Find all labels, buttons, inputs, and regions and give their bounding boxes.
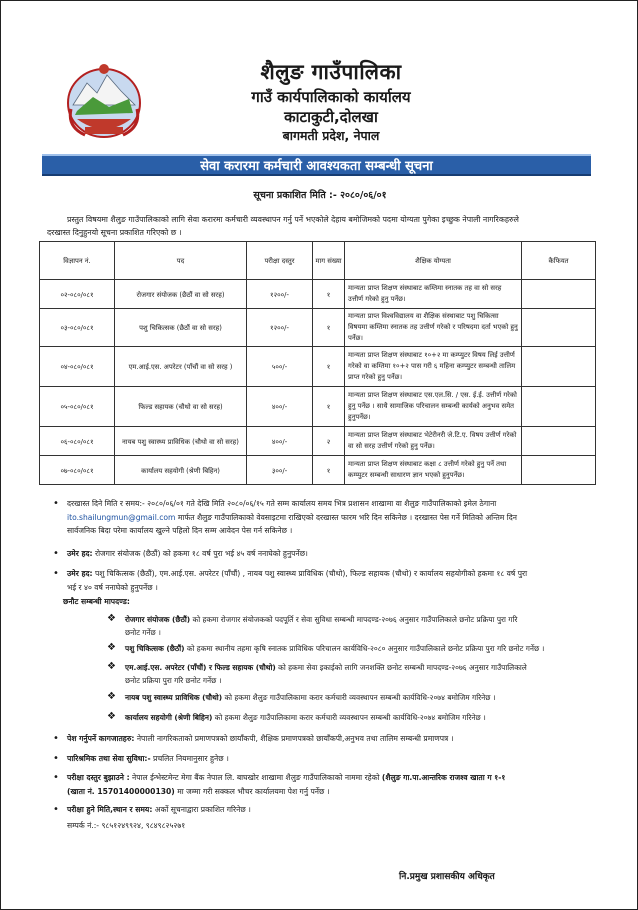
cell-demand-count: १ bbox=[313, 387, 345, 427]
cell-demand-count: १ bbox=[313, 456, 345, 485]
age-limit-bullet-1 bbox=[53, 547, 627, 561]
bullet-icon: • bbox=[53, 804, 59, 815]
selection-text: को हकमा शैलुङ गाउँपालिकामा करार कर्मचारी व्यवस्थापन सम्बन्धी कार्यविधि-२०७४ बमोजिम गरिनेछ । bbox=[212, 713, 486, 722]
cell-qualification: मान्यता प्राप्त शिक्षण संस्थाबाट कम्तिमा स्नातक तह वा सो सरह उत्तीर्ण गरेको हुनु पर्नेछ। bbox=[345, 280, 522, 309]
bullet-icon: • bbox=[53, 568, 59, 579]
table-row bbox=[40, 347, 596, 387]
header-ad-number: विज्ञापन नं. bbox=[40, 242, 115, 280]
cell-exam-fee: ३००/- bbox=[247, 456, 313, 485]
email-link[interactable]: ito.shailungmun@gmail.com bbox=[67, 512, 176, 522]
cell-ad-number: ०३-०८०/०८१ bbox=[40, 309, 115, 347]
office-location: काटाकुटी,दोलखा bbox=[284, 108, 378, 126]
account-name: (शैलुङ गा.पा.आन्तरिक राजश्व खाता ग १-१ bbox=[381, 773, 506, 782]
diamond-bullet-icon: ❖ bbox=[107, 613, 116, 624]
bullet-icon: • bbox=[53, 772, 59, 783]
diamond-bullet-icon: ❖ bbox=[107, 691, 116, 702]
municipality-name: शैलुङ गाउँपालिका bbox=[260, 60, 402, 84]
publish-date: सूचना प्रकाशित मिति :- २०८०/०६/०१ bbox=[253, 190, 387, 201]
cell-post: एम.आई.एस. अपरेटर (पाँचौं वा सो सरह ) bbox=[115, 347, 247, 387]
age-limit-bullet-2 bbox=[53, 567, 627, 594]
age-limit-text-2: भई र ४० वर्ष ननाघेको हुनुपर्नेछ । bbox=[67, 582, 158, 592]
bullet-icon: • bbox=[53, 753, 59, 764]
cell-remarks bbox=[522, 427, 596, 456]
cell-ad-number: ०५-०८०/०८१ bbox=[40, 387, 115, 427]
table-row bbox=[40, 456, 596, 485]
cell-demand-count: १ bbox=[313, 280, 345, 309]
selection-criteria-heading: छनौट सम्बन्धी मापदण्ड: bbox=[63, 597, 130, 606]
salary-bullet bbox=[53, 752, 627, 766]
salary-label: पारिश्रमिक तथा सेवा सुविधा:- bbox=[67, 754, 151, 763]
exam-date-text: अर्को सूचनाद्वारा प्रकाशित गरिनेछ । bbox=[152, 805, 251, 814]
header-post: पद bbox=[115, 242, 247, 280]
selection-text-2: छनोट प्रक्रिया पुरा गरि छनोट गर्नेछ । bbox=[125, 676, 222, 685]
application-date-text-2: मार्फत शैलुङ गाउँपालिकाको वेवसाइटमा राखिएको दरखास्त फारम भरि दिन सकिनेछ । दरखास्त पेस गर्ने मितिको अन्तिम दिन bbox=[175, 512, 517, 522]
bullet-icon: • bbox=[53, 733, 59, 744]
diamond-bullet-icon: ❖ bbox=[107, 661, 116, 672]
intro-paragraph bbox=[47, 213, 627, 239]
header-demand-count: माग संख्या bbox=[313, 242, 345, 280]
cell-post: फिल्ड सहायक (चौथो वा सो सरह) bbox=[115, 387, 247, 427]
age-limit-text: पशु चिकित्सक (छैठौं), एम.आई.एस. अपरेटर (पाँचौं) , नायब पशु स्वास्थ्य प्राविधिक (चौथो), फिल्ड सहायक (चौथो) र कार्यालय सहयोगीको हकमा १८ वर्ष पुरा bbox=[92, 569, 528, 578]
header-remarks: कैफियत bbox=[522, 242, 596, 280]
documents-label: पेश गर्नुपर्ने कागजातहरु: bbox=[67, 734, 135, 743]
table-row bbox=[40, 387, 596, 427]
header-exam-fee: परीक्षा दस्तुर bbox=[247, 242, 313, 280]
contact-numbers: सम्पर्क नं.:- ९८५१२४९९२४, ९८४९८२५२७१ bbox=[67, 821, 186, 830]
cell-qualification: मान्यता प्राप्त विश्वविद्यालय वा शैक्षिक संस्थाबाट पशु चिकित्सा विषयमा कम्तिमा स्नातक तह उत्तीर्ण गरेको र परिषदमा दर्ता भएको हुनु पर्नेछ। bbox=[345, 309, 522, 347]
exam-date-bullet bbox=[53, 803, 627, 817]
cell-remarks bbox=[522, 387, 596, 427]
selection-item-animal-health-technician bbox=[107, 691, 625, 704]
cell-remarks bbox=[522, 456, 596, 485]
selection-item-employment-coordinator bbox=[107, 613, 625, 639]
age-limit-label: उमेर हद: bbox=[67, 569, 93, 578]
selection-item-office-assistant bbox=[107, 711, 625, 724]
cell-ad-number: ०४-०८०/०८१ bbox=[40, 347, 115, 387]
notice-title-banner: सेवा करारमा कर्मचारी आवश्यकता सम्बन्धी सूचना bbox=[42, 154, 591, 176]
cell-exam-fee: ४००/- bbox=[247, 387, 313, 427]
selection-label: कार्यालय सहयोगी (श्रेणी बिहिन) bbox=[125, 713, 213, 722]
bullet-icon: • bbox=[53, 548, 59, 559]
application-date-text: दरखास्त दिने मिति र समय:- २०८०/०६/०१ गते देखि मिति २०८०/०६/१५ गते सम्म कार्यालय समय भित्र प्रशासन शाखामा वा शैलुङ गाउँपालिकाको इमेल ठेगाना bbox=[67, 499, 497, 508]
table-row bbox=[40, 280, 596, 309]
exam-fee-label: परीक्षा दस्तुर बुझाउने : bbox=[67, 773, 130, 782]
cell-post: पशु चिकित्सक (छैठौं वा सो सरह) bbox=[115, 309, 247, 347]
cell-post: कार्यालय सहयोगी (श्रेणी बिहिन) bbox=[115, 456, 247, 485]
intro-line-2: दरखास्त दिनुहुनयो सूचना प्रकाशित गरिएको छ । bbox=[47, 228, 182, 237]
cell-ad-number: ०२-०८०/०८१ bbox=[40, 280, 115, 309]
selection-text: को हकमा सेवा इकाईको लागि जनशक्ति छनोट सम्बन्धी मापदण्ड-२०७६ अनुसार गाउँपालिकाले bbox=[275, 663, 527, 672]
exam-fee-text: नेपाल ईन्भेस्टमेन्ट मेगा बैंक नेपाल लि. बाघखोर शाखामा शैलुङ गाउँपालिकाको नाममा रहेको bbox=[129, 773, 382, 782]
diamond-bullet-icon: ❖ bbox=[107, 642, 116, 653]
cell-remarks bbox=[522, 280, 596, 309]
selection-label: एम.आई.एस. अपरेटर (पाँचौं) र फिल्ड सहायक (चौथो) bbox=[125, 663, 276, 672]
selection-text: को हकमा शैलुङ गाउँपालिकामा करार कर्मचारी व्यवस्थापन सम्बन्धी कार्यविधि-२०७४ बमोजिम गरिनेछ । bbox=[222, 693, 496, 702]
nepal-government-emblem-icon bbox=[63, 61, 145, 141]
exam-fee-text-2: मा जम्मा गरी सक्कल भौचर कार्यालयमा पेश गर्नु पर्नेछ । bbox=[174, 786, 330, 796]
selection-item-mis-operator bbox=[107, 661, 625, 687]
application-date-bullet bbox=[53, 497, 627, 538]
cell-qualification: मान्यता प्राप्त शिक्षण संस्थाबाट एस.एल.सि. / एस. ई.ई. उत्तीर्ण गरेको हुनु पर्नेछ । साथै सामाजिक परिचालन सम्बन्धी कार्यको अनुभव समेत हुनुपर्नेछ। bbox=[345, 387, 522, 427]
cell-ad-number: ०७-०८०/०८१ bbox=[40, 456, 115, 485]
age-limit-label: उमेर हद: bbox=[67, 549, 93, 558]
application-date-text-3: सार्वजनिक बिदा परेमा कार्यालय खुल्ने पहिलो दिन सम्म आवेदन पेस गर्न सकिनेछ । bbox=[67, 526, 293, 535]
intro-line-1: प्रस्तुत विषयमा शैलुङ गाउँपालिकाको लागि सेवा करारमा कर्मचारी व्यवस्थापन गर्नु पर्ने भएकोले देहाय बमोजिमको पदमा योग्यता पुगेका इच्छुक नेपाली नागरिकहरुले bbox=[67, 215, 519, 224]
cell-post: रोजगार संयोजक (छैठौं वा सो सरह) bbox=[115, 280, 247, 309]
selection-label: रोजगार संयोजक (छैठौं) bbox=[125, 615, 191, 624]
cell-remarks bbox=[522, 347, 596, 387]
office-header bbox=[151, 59, 511, 145]
signatory-title: नि.प्रमुख प्रशासकीय अधिकृत bbox=[399, 872, 495, 882]
selection-item-veterinarian bbox=[107, 642, 625, 655]
cell-qualification: मान्यता प्राप्त शिक्षण संस्थाबाट भेटेरीनरी जे.टि.ए. विषय उत्तीर्ण गरेको वा सो सरह उत्तीर्ण गरेको हुनु पर्नेछ। bbox=[345, 427, 522, 456]
diamond-bullet-icon: ❖ bbox=[107, 711, 116, 722]
vacancy-table bbox=[39, 241, 596, 485]
table-row bbox=[40, 427, 596, 456]
selection-label: नायब पशु स्वास्थ्य प्राविधिक (चौथो) bbox=[125, 693, 223, 702]
age-limit-text: रोजगार संयोजक (छैठौं) को हकमा १८ वर्ष पुरा भई ४५ वर्ष ननाघेको हुनुपर्नेछ। bbox=[92, 549, 308, 558]
cell-exam-fee: ५००/- bbox=[247, 347, 313, 387]
documents-text: नेपाली नागरिकताको प्रमाणपत्रको छायाँकपी, शैक्षिक प्रमाणपत्रको छायाँकपी,अनुभव तथा तालिम सम्बन्धी प्रमाणपत्र । bbox=[134, 734, 454, 743]
exam-fee-bullet bbox=[53, 771, 627, 798]
exam-date-label: परीक्षा हुने मिति,स्थान र समय: bbox=[67, 805, 153, 814]
office-name: गाउँ कार्यपालिकाको कार्यालय bbox=[251, 88, 411, 106]
cell-post: नायब पशु स्वास्थ्य प्राविधिक (चौथो वा सो सरह) bbox=[115, 427, 247, 456]
cell-exam-fee: ४००/- bbox=[247, 427, 313, 456]
selection-text: को हकमा स्थानीय तहमा कृषि स्नातक प्राविधिक परिचालन कार्यविधि-२०८० अनुसार गाउँपालिकाले छनोट प्रक्रिया पुरा गरि छनोट गर्नेछ । bbox=[184, 644, 545, 653]
documents-bullet bbox=[53, 732, 627, 746]
bullet-icon: • bbox=[53, 498, 59, 509]
table-header-row bbox=[40, 242, 596, 280]
cell-ad-number: ०६-०८०/०८१ bbox=[40, 427, 115, 456]
cell-exam-fee: १२००/- bbox=[247, 280, 313, 309]
selection-text-2: छनोट गर्नेछ । bbox=[125, 628, 161, 637]
selection-label: पशु चिकित्सक (छैठौं) bbox=[125, 644, 185, 653]
account-number: (खाता नं. 15701400000130) bbox=[67, 786, 175, 796]
cell-qualification: मान्यता प्राप्त शिक्षण संस्थाबाट १०+२ मा कम्प्युटर विषय लिई उत्तीर्ण गरेको वा कम्तिमा १०+२ पास गरी ६ महिना कम्प्युटर सम्बन्धी तालिम प्राप्त गरेको हुनु पर्नेछ। bbox=[345, 347, 522, 387]
selection-text: को हकमा रोजगार संयोजकको पदपूर्ति र सेवा सुविधा सम्बन्धी मापदण्ड-२०७६ अनुसार गाउँपालिकाले छनोट प्रक्रिया पुरा गरि bbox=[190, 615, 518, 624]
cell-remarks bbox=[522, 309, 596, 347]
cell-qualification: मान्यता प्राप्त शिक्षण संस्थाबाट कक्षा ८ उत्तीर्ण गरेको हुनु पर्ने तथा कम्प्युटर सम्बन्धी साधारण ज्ञान भएको हुनुपर्नेछ। bbox=[345, 456, 522, 485]
cell-demand-count: १ bbox=[313, 309, 345, 347]
cell-exam-fee: १२००/- bbox=[247, 309, 313, 347]
cell-demand-count: १ bbox=[313, 347, 345, 387]
salary-text: प्रचलित नियमानुसार हुनेछ । bbox=[150, 754, 229, 763]
province-country: बागमती प्रदेश, नेपाल bbox=[282, 128, 380, 143]
table-row bbox=[40, 309, 596, 347]
header-qualification: शैक्षिक योग्यता bbox=[345, 242, 522, 280]
cell-demand-count: २ bbox=[313, 427, 345, 456]
